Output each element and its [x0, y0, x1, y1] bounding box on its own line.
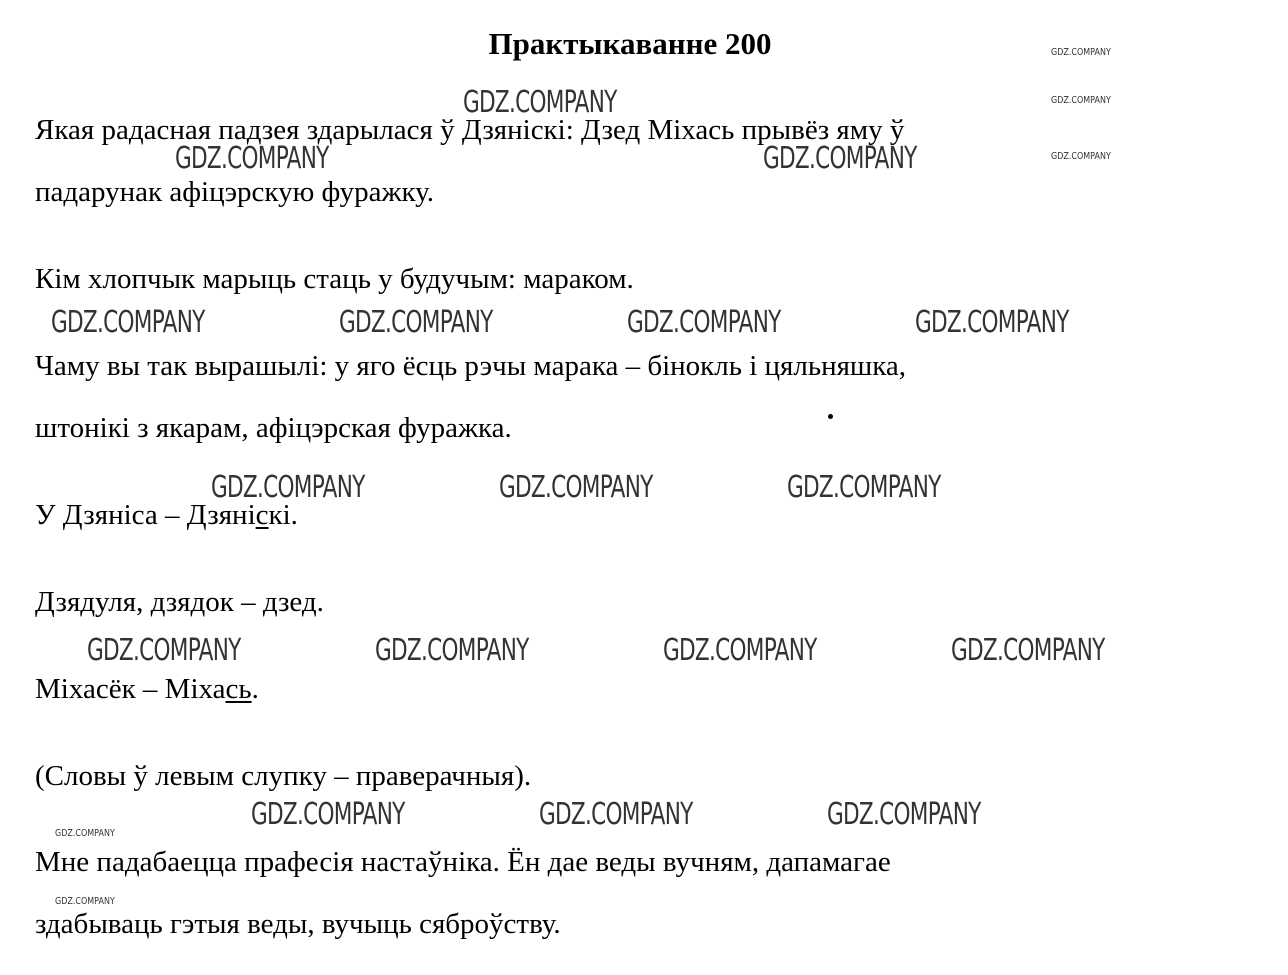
- answer-line-5: штонікі з якарам, афіцэрская фуражка.: [35, 412, 512, 444]
- watermark: GDZ.COMPANY: [499, 470, 653, 505]
- watermark: GDZ.COMPANY: [1051, 47, 1111, 58]
- watermark: GDZ.COMPANY: [951, 633, 1105, 668]
- answer-line-1: Якая радасная падзея здарылася ў Дзяніскі: Дзед Міхась прывёз яму ў: [35, 114, 905, 146]
- answer-line-6: Мне падабаецца прафесія настаўніка. Ён дае веды вучням, дапамагае: [35, 846, 891, 878]
- watermark: GDZ.COMPANY: [539, 797, 693, 832]
- stray-dot: [828, 414, 833, 419]
- watermark: GDZ.COMPANY: [787, 470, 941, 505]
- word-pair-3: Міхасёк – Міхась.: [35, 673, 259, 705]
- word-pair-1: У Дзяніса – Дзяніскі.: [35, 499, 298, 531]
- watermark: GDZ.COMPANY: [339, 305, 493, 340]
- watermark: GDZ.COMPANY: [463, 85, 617, 120]
- watermark: GDZ.COMPANY: [51, 305, 205, 340]
- watermark: GDZ.COMPANY: [1051, 151, 1111, 162]
- note-line: (Словы ў левым слупку – праверачныя).: [35, 760, 532, 792]
- watermark: GDZ.COMPANY: [55, 828, 115, 839]
- answer-line-2: падарунак афіцэрскую фуражку.: [35, 176, 435, 208]
- word-pair-2: Дзядуля, дзядок – дзед.: [35, 586, 324, 618]
- watermark: GDZ.COMPANY: [763, 141, 917, 176]
- watermark: GDZ.COMPANY: [211, 470, 365, 505]
- watermark: GDZ.COMPANY: [375, 633, 529, 668]
- watermark: GDZ.COMPANY: [175, 141, 329, 176]
- answer-line-3: Кім хлопчык марыць стаць у будучым: мараком.: [35, 263, 634, 295]
- exercise-title: Практыкаванне 200: [488, 26, 772, 61]
- watermark: GDZ.COMPANY: [1051, 95, 1111, 106]
- watermark: GDZ.COMPANY: [627, 305, 781, 340]
- watermark: GDZ.COMPANY: [827, 797, 981, 832]
- watermark: GDZ.COMPANY: [87, 633, 241, 668]
- answer-line-4: Чаму вы так вырашылі: у яго ёсць рэчы марака – бінокль і цяльняшка,: [35, 350, 907, 382]
- watermark: GDZ.COMPANY: [915, 305, 1069, 340]
- watermark: GDZ.COMPANY: [55, 896, 115, 907]
- watermark: GDZ.COMPANY: [251, 797, 405, 832]
- answer-line-7: здабываць гэтыя веды, вучыць сяброўству.: [35, 908, 561, 940]
- watermark: GDZ.COMPANY: [663, 633, 817, 668]
